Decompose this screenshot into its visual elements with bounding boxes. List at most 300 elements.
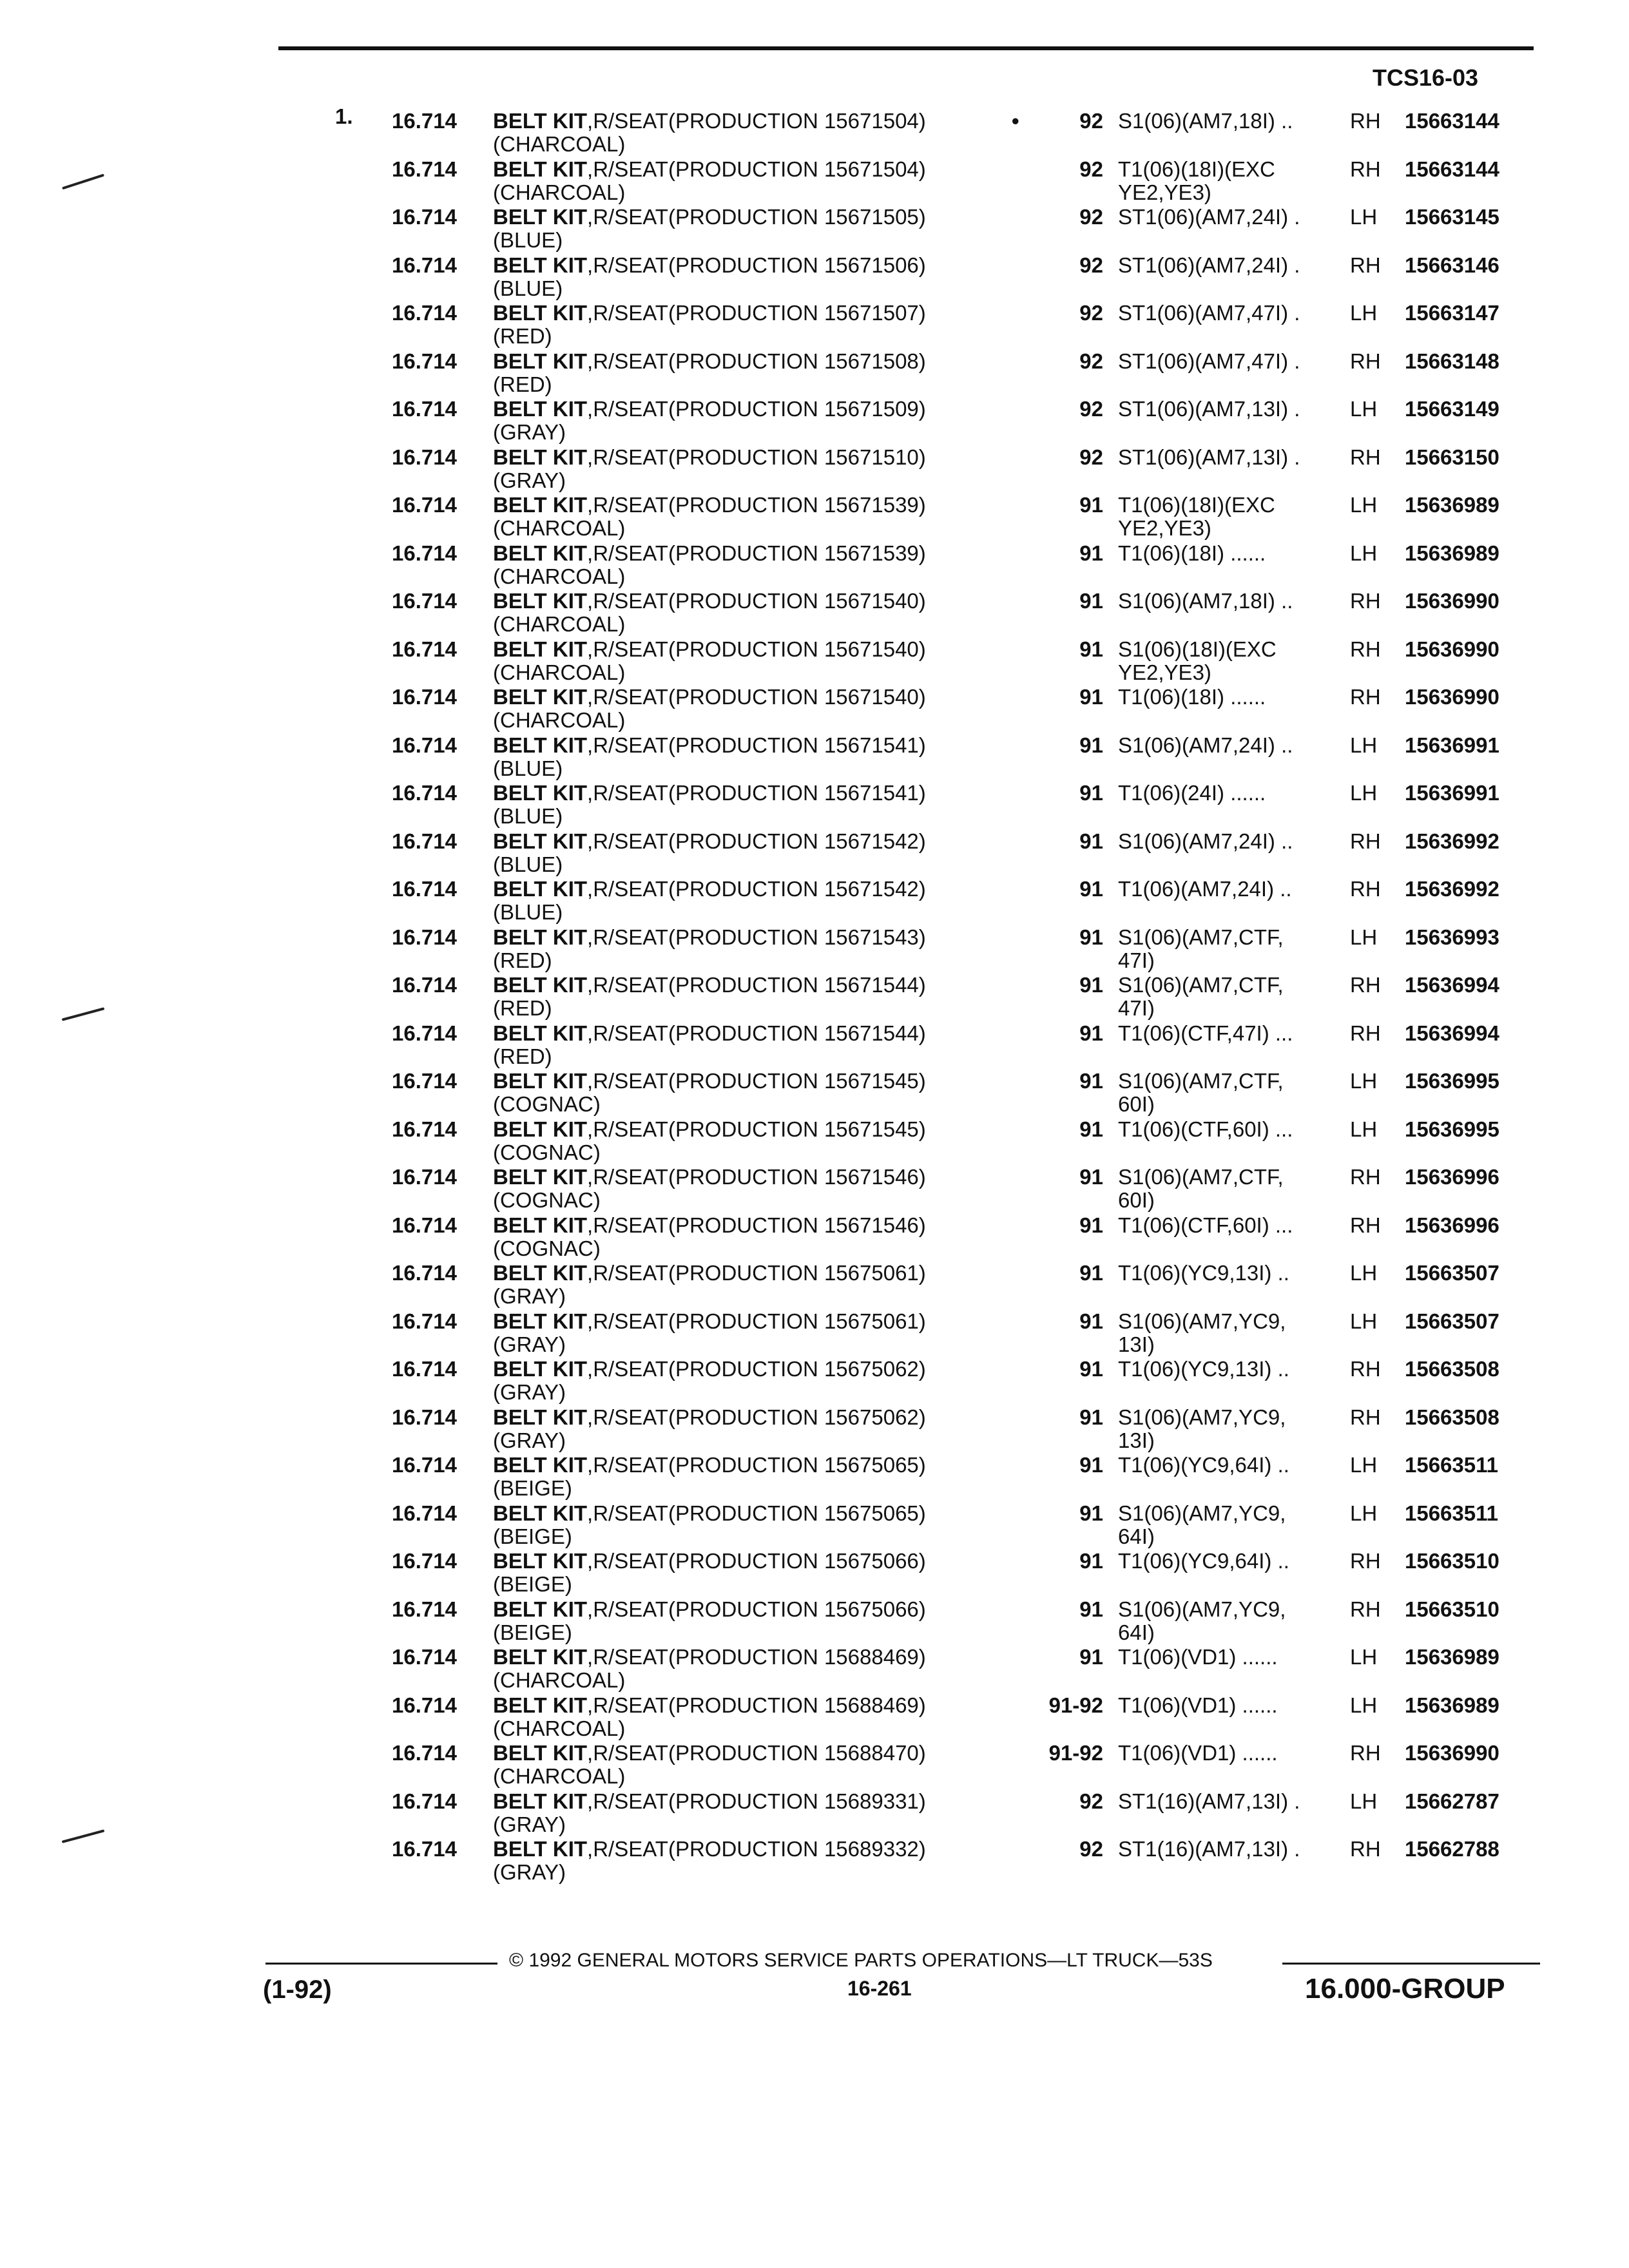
group-number-cell: 16.714: [392, 349, 457, 373]
catalog-code: TCS16-03: [1373, 64, 1479, 91]
parts-row: [0, 1694, 1629, 1742]
model-cell: S1(06)(AM7,18I) ..: [1118, 589, 1293, 613]
part-number-cell: 15663149: [1405, 397, 1499, 421]
color-cell: (GRAY): [493, 1380, 566, 1404]
description-cell: [493, 1118, 926, 1141]
part-description: ,R/SEAT(PRODUCTION 15671509): [587, 397, 926, 421]
part-description: ,R/SEAT(PRODUCTION 15671508): [587, 349, 926, 373]
model-cell: ST1(06)(AM7,24I) .: [1118, 205, 1300, 229]
side-cell: LH: [1350, 205, 1378, 229]
group-number-cell: 16.714: [392, 1645, 457, 1669]
color-cell: (COGNAC): [493, 1092, 601, 1116]
year-cell: 92: [1079, 157, 1103, 181]
parts-row: [0, 1406, 1629, 1454]
model-cell: S1(06)(AM7,CTF,: [1118, 1165, 1284, 1189]
description-cell: [493, 446, 926, 469]
part-description: ,R/SEAT(PRODUCTION 15671540): [587, 589, 926, 613]
part-number-cell: 15663144: [1405, 157, 1499, 181]
side-cell: RH: [1350, 829, 1381, 853]
group-number-cell: 16.714: [392, 829, 457, 853]
part-number-cell: 15636992: [1405, 829, 1499, 853]
part-number-cell: 15636990: [1405, 1741, 1499, 1765]
model-continuation-cell: YE2,YE3): [1118, 660, 1211, 684]
model-cell: T1(06)(18I) ......: [1118, 541, 1266, 565]
part-name: BELT KIT: [493, 205, 588, 229]
color-cell: (GRAY): [493, 1812, 566, 1836]
part-number-cell: 15663147: [1405, 301, 1499, 325]
parts-row: [0, 1742, 1629, 1790]
description-cell: [493, 494, 926, 517]
description-cell: [493, 686, 926, 709]
part-description: ,R/SEAT(PRODUCTION 15688469): [587, 1645, 926, 1669]
description-cell: [493, 1454, 926, 1477]
model-cell: ST1(06)(AM7,13I) .: [1118, 397, 1300, 421]
group-number-cell: 16.714: [392, 301, 457, 325]
part-description: ,R/SEAT(PRODUCTION 15671545): [587, 1069, 926, 1093]
part-name: BELT KIT: [493, 157, 588, 181]
year-cell: 92: [1079, 301, 1103, 325]
part-description: ,R/SEAT(PRODUCTION 15675066): [587, 1597, 926, 1621]
part-description: ,R/SEAT(PRODUCTION 15675066): [587, 1549, 926, 1573]
side-cell: RH: [1350, 1213, 1381, 1237]
color-cell: (GRAY): [493, 1332, 566, 1356]
part-description: ,R/SEAT(PRODUCTION 15671542): [587, 877, 926, 901]
color-cell: (CHARCOAL): [493, 1716, 626, 1740]
year-cell: 91: [1079, 829, 1103, 853]
year-cell: 91: [1079, 877, 1103, 901]
group-number-cell: 16.714: [392, 781, 457, 805]
parts-row: [0, 206, 1629, 254]
part-description: ,R/SEAT(PRODUCTION 15671504): [587, 157, 926, 181]
parts-row: [0, 302, 1629, 350]
year-cell: 91: [1079, 1069, 1103, 1093]
parts-row: [0, 1358, 1629, 1406]
side-cell: RH: [1350, 877, 1381, 901]
description-cell: [493, 302, 926, 325]
model-cell: T1(06)(VD1) ......: [1118, 1693, 1278, 1717]
parts-row: [0, 1790, 1629, 1838]
part-name: BELT KIT: [493, 1453, 588, 1477]
description-cell: [493, 350, 926, 373]
side-cell: RH: [1350, 349, 1381, 373]
color-cell: (BLUE): [493, 276, 563, 300]
part-name: BELT KIT: [493, 541, 588, 565]
year-cell: 91: [1079, 1021, 1103, 1045]
part-number-cell: 15663510: [1405, 1549, 1499, 1573]
group-number-cell: 16.714: [392, 925, 457, 949]
description-cell: [493, 1646, 926, 1669]
color-cell: (CHARCOAL): [493, 708, 626, 732]
side-cell: RH: [1350, 1357, 1381, 1381]
description-cell: [493, 254, 926, 277]
part-description: ,R/SEAT(PRODUCTION 15671541): [587, 781, 926, 805]
model-cell: ST1(16)(AM7,13I) .: [1118, 1837, 1300, 1861]
side-cell: LH: [1350, 1453, 1378, 1477]
model-cell: S1(06)(AM7,YC9,: [1118, 1501, 1286, 1525]
footer-rule-left: [265, 1963, 497, 1965]
description-cell: [493, 1742, 926, 1765]
part-number-cell: 15636991: [1405, 781, 1499, 805]
side-cell: RH: [1350, 1597, 1381, 1621]
group-number-cell: 16.714: [392, 589, 457, 613]
group-number-cell: 16.714: [392, 733, 457, 757]
year-cell: 91: [1079, 1597, 1103, 1621]
color-cell: (RED): [493, 948, 552, 972]
revision-date: (1-92): [263, 1975, 332, 2004]
model-continuation-cell: 60I): [1118, 1188, 1155, 1212]
description-cell: [493, 1022, 926, 1045]
side-cell: RH: [1350, 1837, 1381, 1861]
color-cell: (BLUE): [493, 804, 563, 828]
color-cell: (CHARCOAL): [493, 660, 626, 684]
year-cell: 91: [1079, 781, 1103, 805]
description-cell: [493, 1838, 926, 1861]
year-cell: 91: [1079, 1549, 1103, 1573]
model-cell: T1(06)(CTF,60I) ...: [1118, 1213, 1293, 1237]
model-cell: S1(06)(AM7,YC9,: [1118, 1597, 1286, 1621]
part-description: ,R/SEAT(PRODUCTION 15671544): [587, 973, 926, 997]
model-cell: ST1(06)(AM7,13I) .: [1118, 445, 1300, 469]
parts-row: [0, 494, 1629, 542]
color-cell: (GRAY): [493, 1860, 566, 1884]
group-number-cell: 16.714: [392, 1789, 457, 1813]
part-name: BELT KIT: [493, 1693, 588, 1717]
color-cell: (BEIGE): [493, 1572, 572, 1596]
year-cell: 91: [1079, 589, 1103, 613]
side-cell: LH: [1350, 1693, 1378, 1717]
parts-row: [0, 1838, 1629, 1886]
parts-row: [0, 158, 1629, 206]
model-cell: S1(06)(18I)(EXC: [1118, 637, 1277, 661]
side-cell: LH: [1350, 301, 1378, 325]
part-number-cell: 15663144: [1405, 109, 1499, 133]
color-cell: (BLUE): [493, 756, 563, 780]
description-cell: [493, 1550, 926, 1573]
part-description: ,R/SEAT(PRODUCTION 15671546): [587, 1213, 926, 1237]
model-cell: S1(06)(AM7,24I) ..: [1118, 829, 1293, 853]
parts-row: [0, 350, 1629, 398]
group-number-cell: 16.714: [392, 157, 457, 181]
part-description: ,R/SEAT(PRODUCTION 15671540): [587, 685, 926, 709]
side-cell: RH: [1350, 1021, 1381, 1045]
color-cell: (CHARCOAL): [493, 516, 626, 540]
part-name: BELT KIT: [493, 109, 588, 133]
model-cell: T1(06)(VD1) ......: [1118, 1645, 1278, 1669]
part-number-cell: 15636989: [1405, 1645, 1499, 1669]
model-continuation-cell: 60I): [1118, 1092, 1155, 1116]
color-cell: (RED): [493, 996, 552, 1020]
parts-row: [0, 1070, 1629, 1118]
model-cell: S1(06)(AM7,YC9,: [1118, 1309, 1286, 1333]
group-number-cell: 16.714: [392, 445, 457, 469]
part-description: ,R/SEAT(PRODUCTION 15675062): [587, 1357, 926, 1381]
group-number-cell: 16.714: [392, 1357, 457, 1381]
part-name: BELT KIT: [493, 1405, 588, 1429]
change-bullet: •: [1012, 109, 1019, 133]
description-cell: [493, 1262, 926, 1285]
part-number-cell: 15636995: [1405, 1069, 1499, 1093]
part-name: BELT KIT: [493, 685, 588, 709]
part-number-cell: 15636990: [1405, 637, 1499, 661]
group-number-cell: 16.714: [392, 205, 457, 229]
parts-row: [0, 1166, 1629, 1214]
year-cell: 92: [1079, 349, 1103, 373]
parts-row: [0, 782, 1629, 830]
group-number-cell: 16.714: [392, 1261, 457, 1285]
part-name: BELT KIT: [493, 1261, 588, 1285]
description-cell: [493, 782, 926, 805]
color-cell: (BEIGE): [493, 1524, 572, 1548]
model-cell: T1(06)(AM7,24I) ..: [1118, 877, 1292, 901]
part-description: ,R/SEAT(PRODUCTION 15689331): [587, 1789, 926, 1813]
group-number-cell: 16.714: [392, 493, 457, 517]
year-cell: 91: [1079, 1645, 1103, 1669]
side-cell: LH: [1350, 397, 1378, 421]
part-name: BELT KIT: [493, 301, 588, 325]
model-cell: S1(06)(AM7,YC9,: [1118, 1405, 1286, 1429]
model-cell: ST1(16)(AM7,13I) .: [1118, 1789, 1300, 1813]
parts-row: [0, 974, 1629, 1022]
part-name: BELT KIT: [493, 1645, 588, 1669]
model-cell: T1(06)(YC9,13I) ..: [1118, 1261, 1289, 1285]
parts-row: [0, 830, 1629, 878]
model-cell: T1(06)(YC9,13I) ..: [1118, 1357, 1289, 1381]
parts-row: [0, 734, 1629, 782]
color-cell: (RED): [493, 1044, 552, 1068]
description-cell: [493, 158, 926, 181]
part-description: ,R/SEAT(PRODUCTION 15671544): [587, 1021, 926, 1045]
group-number-cell: 16.714: [392, 1837, 457, 1861]
group-number-cell: 16.714: [392, 1501, 457, 1525]
side-cell: RH: [1350, 253, 1381, 277]
year-cell: 91: [1079, 637, 1103, 661]
part-number-cell: 15636995: [1405, 1117, 1499, 1141]
part-name: BELT KIT: [493, 781, 588, 805]
group-number: 16.000-GROUP: [1305, 1973, 1505, 2004]
part-number-cell: 15663507: [1405, 1261, 1499, 1285]
color-cell: (GRAY): [493, 1428, 566, 1452]
part-number-cell: 15663510: [1405, 1597, 1499, 1621]
part-description: ,R/SEAT(PRODUCTION 15671505): [587, 205, 926, 229]
side-cell: RH: [1350, 637, 1381, 661]
color-cell: (CHARCOAL): [493, 564, 626, 588]
model-cell: S1(06)(AM7,24I) ..: [1118, 733, 1293, 757]
year-cell: 91: [1079, 1165, 1103, 1189]
part-number-cell: 15636993: [1405, 925, 1499, 949]
model-continuation-cell: 64I): [1118, 1620, 1155, 1644]
part-name: BELT KIT: [493, 1837, 588, 1861]
color-cell: (RED): [493, 372, 552, 396]
group-number-cell: 16.714: [392, 1021, 457, 1045]
group-number-cell: 16.714: [392, 1309, 457, 1333]
side-cell: RH: [1350, 445, 1381, 469]
parts-row: [0, 254, 1629, 302]
side-cell: RH: [1350, 1165, 1381, 1189]
color-cell: (COGNAC): [493, 1188, 601, 1212]
parts-row: [0, 398, 1629, 446]
part-description: ,R/SEAT(PRODUCTION 15671506): [587, 253, 926, 277]
color-cell: (COGNAC): [493, 1236, 601, 1260]
group-number-cell: 16.714: [392, 877, 457, 901]
part-description: ,R/SEAT(PRODUCTION 15688470): [587, 1741, 926, 1765]
side-cell: LH: [1350, 1789, 1378, 1813]
side-cell: LH: [1350, 1309, 1378, 1333]
parts-row: [0, 638, 1629, 686]
part-number-cell: 15636989: [1405, 493, 1499, 517]
description-cell: [493, 1358, 926, 1381]
description-cell: [493, 1406, 926, 1429]
description-cell: [493, 590, 926, 613]
group-number-cell: 16.714: [392, 1453, 457, 1477]
model-continuation-cell: 47I): [1118, 948, 1155, 972]
part-name: BELT KIT: [493, 829, 588, 853]
year-cell: 91: [1079, 685, 1103, 709]
part-description: ,R/SEAT(PRODUCTION 15671507): [587, 301, 926, 325]
part-name: BELT KIT: [493, 1597, 588, 1621]
description-cell: [493, 1598, 926, 1621]
part-number-cell: 15636991: [1405, 733, 1499, 757]
parts-row: [0, 1118, 1629, 1166]
side-cell: RH: [1350, 109, 1381, 133]
part-number-cell: 15636994: [1405, 1021, 1499, 1045]
side-cell: RH: [1350, 973, 1381, 997]
model-cell: T1(06)(YC9,64I) ..: [1118, 1549, 1289, 1573]
side-cell: LH: [1350, 1645, 1378, 1669]
part-name: BELT KIT: [493, 589, 588, 613]
year-cell: 91: [1079, 1405, 1103, 1429]
part-description: ,R/SEAT(PRODUCTION 15675061): [587, 1309, 926, 1333]
part-name: BELT KIT: [493, 493, 588, 517]
parts-row: [0, 1502, 1629, 1550]
description-cell: [493, 1310, 926, 1333]
group-number-cell: 16.714: [392, 1405, 457, 1429]
part-name: BELT KIT: [493, 877, 588, 901]
color-cell: (CHARCOAL): [493, 132, 626, 156]
color-cell: (BLUE): [493, 900, 563, 924]
side-cell: RH: [1350, 589, 1381, 613]
part-name: BELT KIT: [493, 1213, 588, 1237]
part-description: ,R/SEAT(PRODUCTION 15671539): [587, 541, 926, 565]
model-cell: ST1(06)(AM7,47I) .: [1118, 349, 1300, 373]
side-cell: RH: [1350, 1549, 1381, 1573]
page-number: 16-261: [847, 1977, 912, 2000]
model-continuation-cell: 13I): [1118, 1428, 1155, 1452]
description-cell: [493, 830, 926, 853]
year-cell: 91: [1079, 1501, 1103, 1525]
year-cell: 92: [1079, 205, 1103, 229]
side-cell: RH: [1350, 157, 1381, 181]
color-cell: (BLUE): [493, 228, 563, 252]
parts-row: [0, 590, 1629, 638]
part-description: ,R/SEAT(PRODUCTION 15675065): [587, 1501, 926, 1525]
parts-row: [0, 542, 1629, 590]
year-cell: 91: [1079, 1357, 1103, 1381]
description-cell: [493, 974, 926, 997]
year-cell: 91: [1079, 1261, 1103, 1285]
description-cell: [493, 110, 926, 133]
side-cell: RH: [1350, 685, 1381, 709]
parts-row: [0, 1310, 1629, 1358]
part-number-cell: 15636992: [1405, 877, 1499, 901]
part-number-cell: 15636989: [1405, 1693, 1499, 1717]
parts-row: [0, 1214, 1629, 1262]
part-name: BELT KIT: [493, 1789, 588, 1813]
part-number-cell: 15636990: [1405, 589, 1499, 613]
model-continuation-cell: 64I): [1118, 1524, 1155, 1548]
year-cell: 91-92: [1048, 1741, 1103, 1765]
year-cell: 92: [1079, 109, 1103, 133]
parts-row: [0, 1646, 1629, 1694]
part-number-cell: 15636996: [1405, 1165, 1499, 1189]
year-cell: 92: [1079, 1837, 1103, 1861]
side-cell: LH: [1350, 493, 1378, 517]
group-number-cell: 16.714: [392, 1549, 457, 1573]
part-number-cell: 15663511: [1405, 1453, 1499, 1477]
part-name: BELT KIT: [493, 397, 588, 421]
part-number-cell: 15662788: [1405, 1837, 1499, 1861]
side-cell: LH: [1350, 1117, 1378, 1141]
part-number-cell: 15663145: [1405, 205, 1499, 229]
part-name: BELT KIT: [493, 973, 588, 997]
group-number-cell: 16.714: [392, 1165, 457, 1189]
year-cell: 91-92: [1048, 1693, 1103, 1717]
part-name: BELT KIT: [493, 1309, 588, 1333]
description-cell: [493, 398, 926, 421]
part-number-cell: 15663508: [1405, 1405, 1499, 1429]
part-number-cell: 15663148: [1405, 349, 1499, 373]
parts-row: [0, 926, 1629, 974]
part-description: ,R/SEAT(PRODUCTION 15675065): [587, 1453, 926, 1477]
part-number-cell: 15636994: [1405, 973, 1499, 997]
group-number-cell: 16.714: [392, 1693, 457, 1717]
side-cell: RH: [1350, 1741, 1381, 1765]
model-cell: ST1(06)(AM7,47I) .: [1118, 301, 1300, 325]
group-number-cell: 16.714: [392, 973, 457, 997]
description-cell: [493, 1070, 926, 1093]
part-name: BELT KIT: [493, 349, 588, 373]
part-description: ,R/SEAT(PRODUCTION 15671540): [587, 637, 926, 661]
side-cell: RH: [1350, 1405, 1381, 1429]
year-cell: 91: [1079, 925, 1103, 949]
model-cell: T1(06)(18I) ......: [1118, 685, 1266, 709]
part-name: BELT KIT: [493, 445, 588, 469]
model-continuation-cell: 47I): [1118, 996, 1155, 1020]
description-cell: [493, 1214, 926, 1237]
part-description: ,R/SEAT(PRODUCTION 15671546): [587, 1165, 926, 1189]
group-number-cell: 16.714: [392, 541, 457, 565]
part-name: BELT KIT: [493, 1117, 588, 1141]
part-description: ,R/SEAT(PRODUCTION 15675061): [587, 1261, 926, 1285]
side-cell: LH: [1350, 541, 1378, 565]
year-cell: 91: [1079, 1453, 1103, 1477]
description-cell: [493, 1790, 926, 1813]
color-cell: (CHARCOAL): [493, 1764, 626, 1788]
description-cell: [493, 1694, 926, 1717]
group-number-cell: 16.714: [392, 109, 457, 133]
item-number: 1.: [335, 104, 353, 128]
color-cell: (BLUE): [493, 852, 563, 876]
color-cell: (CHARCOAL): [493, 180, 626, 204]
part-name: BELT KIT: [493, 1549, 588, 1573]
group-number-cell: 16.714: [392, 685, 457, 709]
part-description: ,R/SEAT(PRODUCTION 15671541): [587, 733, 926, 757]
model-cell: T1(06)(CTF,60I) ...: [1118, 1117, 1293, 1141]
part-description: ,R/SEAT(PRODUCTION 15671510): [587, 445, 926, 469]
part-description: ,R/SEAT(PRODUCTION 15671539): [587, 493, 926, 517]
color-cell: (RED): [493, 324, 552, 348]
footer-rule-right: [1282, 1963, 1540, 1965]
part-name: BELT KIT: [493, 733, 588, 757]
